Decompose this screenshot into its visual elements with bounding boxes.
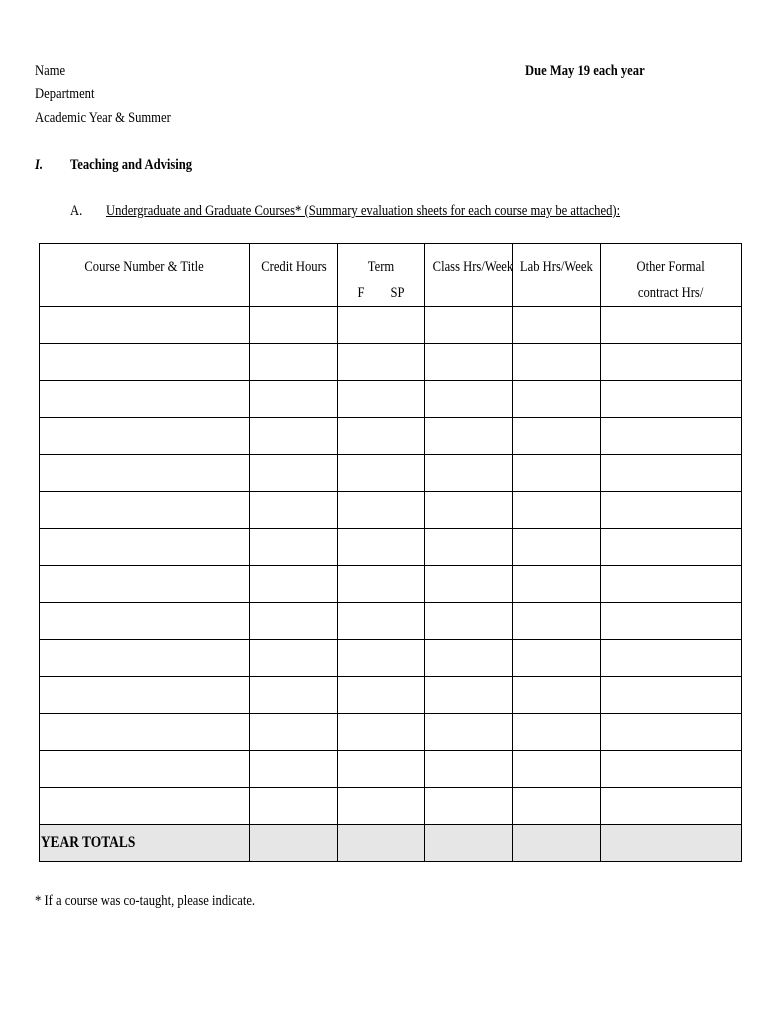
footnote: * If a course was co-taught, please indicate. <box>35 893 256 909</box>
cell-term[interactable] <box>338 344 425 381</box>
cell-course[interactable] <box>40 418 250 455</box>
header-lab-hrs: Lab Hrs/Week <box>513 244 601 307</box>
cell-term[interactable] <box>338 566 425 603</box>
other-formal-line2: contract Hrs/ <box>638 285 704 301</box>
cell-other-formal[interactable] <box>601 492 742 529</box>
cell-term[interactable] <box>338 714 425 751</box>
cell-credit-hours[interactable] <box>250 751 338 788</box>
cell-lab-hrs[interactable] <box>513 381 601 418</box>
cell-other-formal[interactable] <box>601 566 742 603</box>
cell-other-formal[interactable] <box>601 788 742 825</box>
cell-class-hrs[interactable] <box>425 751 513 788</box>
cell-credit-hours[interactable] <box>250 307 338 344</box>
cell-lab-hrs[interactable] <box>513 455 601 492</box>
table-row <box>40 714 742 751</box>
cell-term[interactable] <box>338 455 425 492</box>
header-other-formal <box>601 244 742 307</box>
total-other-formal[interactable] <box>601 825 742 862</box>
table-row <box>40 455 742 492</box>
table-row <box>40 418 742 455</box>
cell-lab-hrs[interactable] <box>513 640 601 677</box>
cell-other-formal[interactable] <box>601 677 742 714</box>
table-row <box>40 751 742 788</box>
cell-term[interactable] <box>338 677 425 714</box>
cell-other-formal[interactable] <box>601 307 742 344</box>
table-row <box>40 566 742 603</box>
courses-table <box>39 243 742 862</box>
cell-lab-hrs[interactable] <box>513 566 601 603</box>
table-row <box>40 788 742 825</box>
cell-credit-hours[interactable] <box>250 566 338 603</box>
table-row <box>40 640 742 677</box>
cell-other-formal[interactable] <box>601 640 742 677</box>
cell-class-hrs[interactable] <box>425 677 513 714</box>
cell-term[interactable] <box>338 603 425 640</box>
cell-term[interactable] <box>338 381 425 418</box>
cell-other-formal[interactable] <box>601 603 742 640</box>
cell-lab-hrs[interactable] <box>513 307 601 344</box>
cell-lab-hrs[interactable] <box>513 492 601 529</box>
due-notice: Due May 19 each year <box>525 63 645 79</box>
cell-class-hrs[interactable] <box>425 714 513 751</box>
cell-lab-hrs[interactable] <box>513 677 601 714</box>
header-course: Course Number & Title <box>40 244 250 307</box>
cell-credit-hours[interactable] <box>250 640 338 677</box>
cell-lab-hrs[interactable] <box>513 418 601 455</box>
table-header-row <box>40 244 742 307</box>
academic-year-label: Academic Year & Summer <box>35 110 171 126</box>
cell-course[interactable] <box>40 492 250 529</box>
cell-course[interactable] <box>40 529 250 566</box>
cell-credit-hours[interactable] <box>250 492 338 529</box>
cell-course[interactable] <box>40 307 250 344</box>
cell-course[interactable] <box>40 677 250 714</box>
cell-course[interactable] <box>40 714 250 751</box>
cell-other-formal[interactable] <box>601 344 742 381</box>
other-formal-line1: Other Formal <box>636 259 706 275</box>
cell-class-hrs[interactable] <box>425 344 513 381</box>
table-row <box>40 344 742 381</box>
table-row <box>40 603 742 640</box>
cell-credit-hours[interactable] <box>250 677 338 714</box>
cell-term[interactable] <box>338 640 425 677</box>
table-row <box>40 492 742 529</box>
cell-credit-hours[interactable] <box>250 603 338 640</box>
cell-credit-hours[interactable] <box>250 381 338 418</box>
cell-class-hrs[interactable] <box>425 529 513 566</box>
cell-lab-hrs[interactable] <box>513 751 601 788</box>
year-totals-label: YEAR TOTALS <box>40 825 250 862</box>
cell-other-formal[interactable] <box>601 714 742 751</box>
cell-term[interactable] <box>338 788 425 825</box>
cell-course[interactable] <box>40 751 250 788</box>
cell-term[interactable] <box>338 418 425 455</box>
cell-lab-hrs[interactable] <box>513 603 601 640</box>
term-label: Term <box>367 259 395 275</box>
total-lab-hrs[interactable] <box>513 825 601 862</box>
cell-class-hrs[interactable] <box>425 566 513 603</box>
header-term <box>338 244 425 307</box>
cell-term[interactable] <box>338 529 425 566</box>
total-credit-hours[interactable] <box>250 825 338 862</box>
header-credit-hours: Credit Hours <box>250 244 338 307</box>
cell-class-hrs[interactable] <box>425 640 513 677</box>
cell-lab-hrs[interactable] <box>513 788 601 825</box>
cell-term[interactable] <box>338 307 425 344</box>
cell-class-hrs[interactable] <box>425 381 513 418</box>
subsection-title: Undergraduate and Graduate Courses* (Summary evaluation sheets for each course may be attached): <box>106 203 621 219</box>
cell-course[interactable] <box>40 566 250 603</box>
header-class-hrs: Class Hrs/Week <box>425 244 513 307</box>
cell-credit-hours[interactable] <box>250 455 338 492</box>
cell-class-hrs[interactable] <box>425 788 513 825</box>
cell-lab-hrs[interactable] <box>513 344 601 381</box>
department-label: Department <box>35 86 95 102</box>
cell-term[interactable] <box>338 751 425 788</box>
total-term[interactable] <box>338 825 425 862</box>
cell-credit-hours[interactable] <box>250 788 338 825</box>
cell-course[interactable] <box>40 788 250 825</box>
cell-other-formal[interactable] <box>601 418 742 455</box>
cell-course[interactable] <box>40 455 250 492</box>
cell-course[interactable] <box>40 344 250 381</box>
cell-other-formal[interactable] <box>601 455 742 492</box>
cell-credit-hours[interactable] <box>250 418 338 455</box>
cell-class-hrs[interactable] <box>425 603 513 640</box>
term-f-label: F <box>357 285 365 301</box>
cell-lab-hrs[interactable] <box>513 714 601 751</box>
table-row <box>40 307 742 344</box>
name-label: Name <box>35 63 66 79</box>
cell-term[interactable] <box>338 492 425 529</box>
section-numeral: I. <box>35 157 44 173</box>
cell-class-hrs[interactable] <box>425 418 513 455</box>
cell-class-hrs[interactable] <box>425 455 513 492</box>
cell-credit-hours[interactable] <box>250 344 338 381</box>
cell-other-formal[interactable] <box>601 381 742 418</box>
totals-row <box>40 825 742 862</box>
cell-credit-hours[interactable] <box>250 529 338 566</box>
cell-course[interactable] <box>40 603 250 640</box>
table-row <box>40 677 742 714</box>
cell-class-hrs[interactable] <box>425 492 513 529</box>
cell-course[interactable] <box>40 640 250 677</box>
table-row <box>40 529 742 566</box>
total-class-hrs[interactable] <box>425 825 513 862</box>
cell-class-hrs[interactable] <box>425 307 513 344</box>
cell-credit-hours[interactable] <box>250 714 338 751</box>
table-row <box>40 381 742 418</box>
term-sp-label: SP <box>390 285 405 301</box>
cell-other-formal[interactable] <box>601 529 742 566</box>
cell-course[interactable] <box>40 381 250 418</box>
cell-lab-hrs[interactable] <box>513 529 601 566</box>
subsection-letter: A. <box>70 203 83 219</box>
cell-other-formal[interactable] <box>601 751 742 788</box>
section-title: Teaching and Advising <box>70 157 193 173</box>
